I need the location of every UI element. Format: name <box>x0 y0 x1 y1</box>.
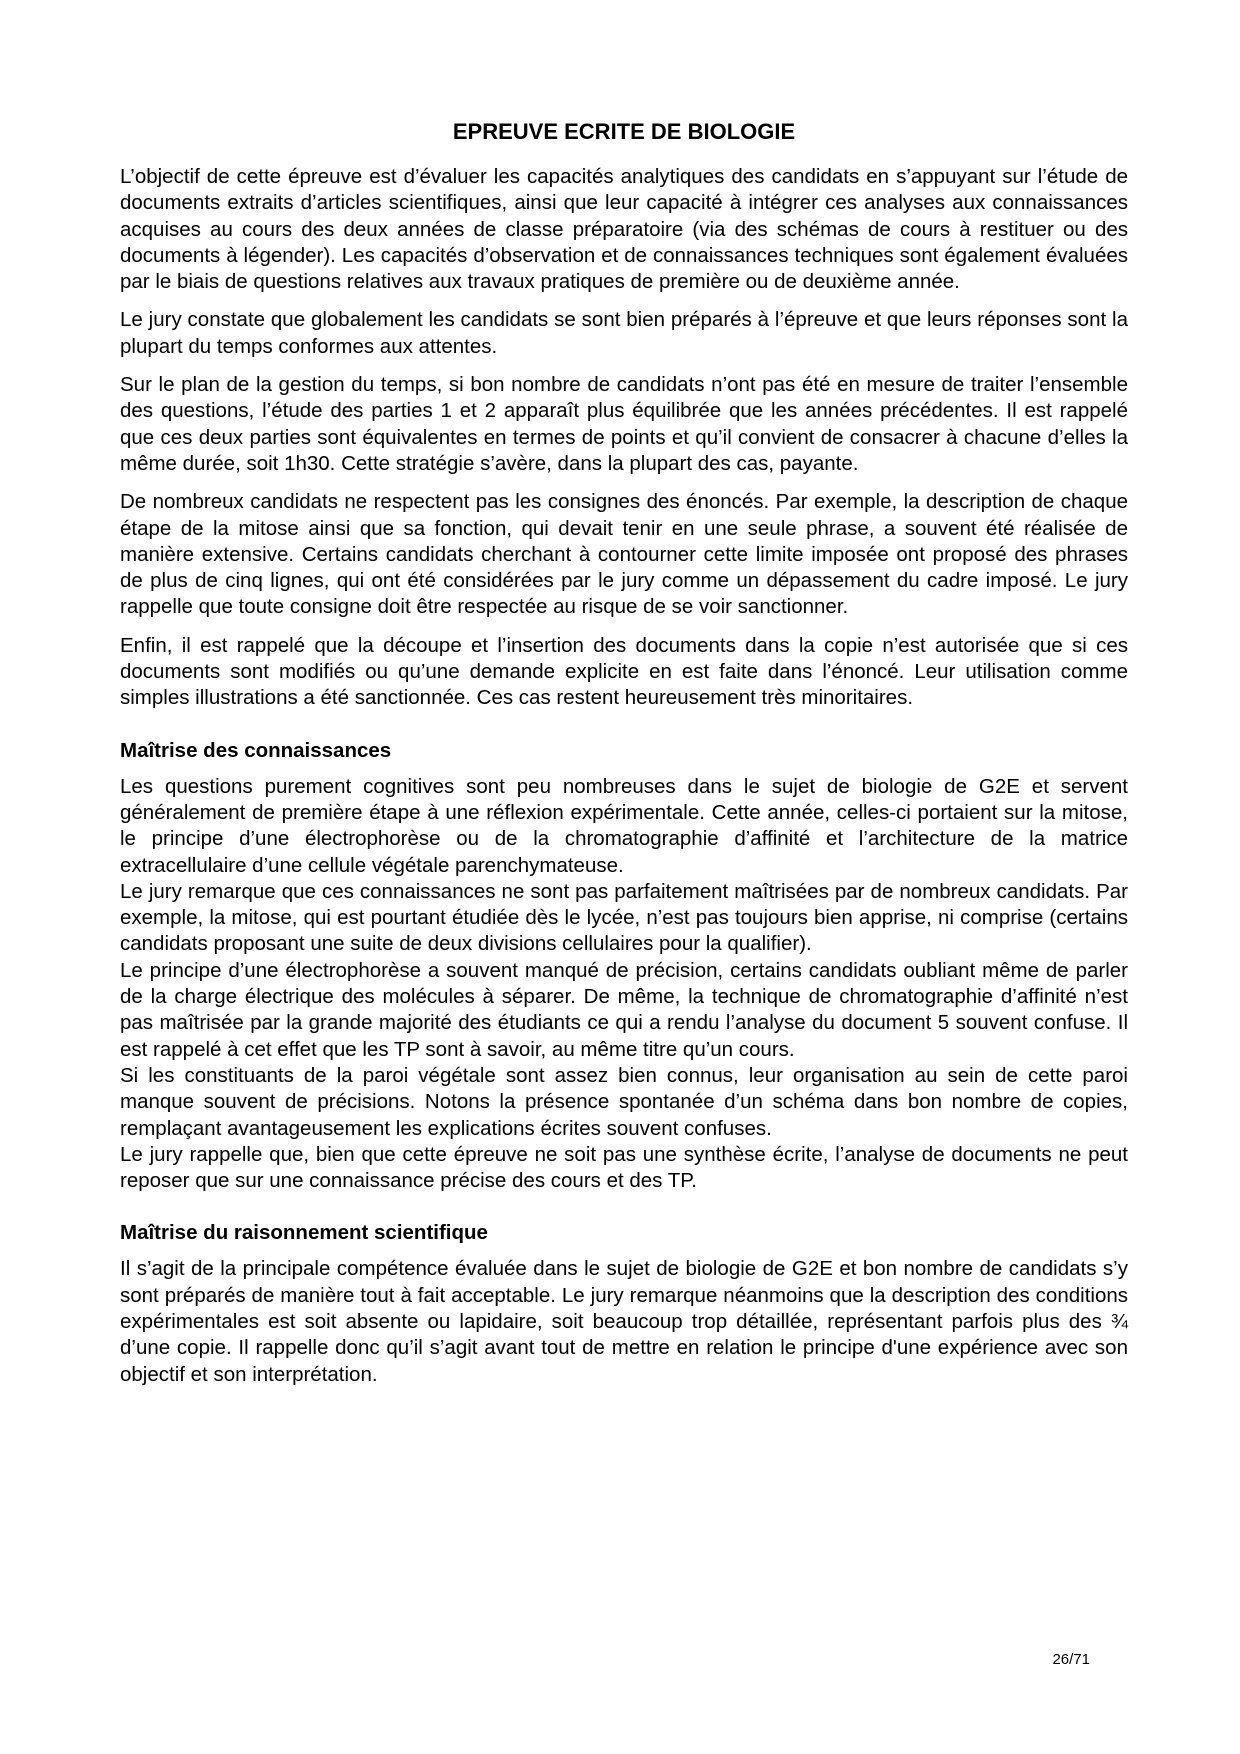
intro-paragraph-2: Le jury constate que globalement les candidats se sont bien préparés à l’épreuve et que leurs réponses sont la plupart du temps conformes aux attentes. <box>120 308 1128 358</box>
section-heading-raisonnement: Maîtrise du raisonnement scientifique <box>120 1221 488 1245</box>
raisonnement-paragraph-1: Il s’agit de la principale compétence évaluée dans le sujet de biologie de G2E et bon nombre de candidats s’y sont préparés de manière tout à fait acceptable. Le jury remarque néanmoins que la description des conditions expérimentales est soit absente ou lapidaire, soit beaucoup trop détaillée, représentant parfois plus des ¾ d’une copie. Il rappelle donc qu’il s’agit avant tout de mettre en relation le principe d'une expérience avec son objectif et son interprétation. <box>120 1257 1128 1386</box>
connaissances-paragraph-1: Les questions purement cognitives sont peu nombreuses dans le sujet de biologie de G2E et servent généralement de première étape à une réflexion expérimentale. Cette année, celles-ci portaient sur la mitose, le principe d’une électrophorèse ou de la chromatographie d’affinité et l’architecture de la matrice extracellulaire d’une cellule végétale parenchymateuse. <box>120 774 1128 877</box>
intro-paragraph-4: De nombreux candidats ne respectent pas les consignes des énoncés. Par exemple, la description de chaque étape de la mitose ainsi que sa fonction, qui devait tenir en une seule phrase, a souvent été réalisée de manière extensive. Certains candidats cherchant à contourner cette limite imposée ont proposé des phrases de plus de cinq lignes, qui ont été considérées par le jury comme un dépassement du cadre imposé. Le jury rappelle que toute consigne doit être respectée au risque de se voir sanctionner. <box>120 490 1128 619</box>
section-heading-connaissances: Maîtrise des connaissances <box>120 738 392 762</box>
intro-paragraph-1: L’objectif de cette épreuve est d’évaluer les capacités analytiques des candidats en s’appuyant sur l’étude de documents extraits d’articles scientifiques, ainsi que leur capacité à intégrer ces analyses aux connaissances acquises au cours des deux années de classe préparatoire (via des schémas de cours à restituer ou des documents à légender). Les capacités d’observation et de connaissances techniques sont également évaluées par le biais de questions relatives aux travaux pratiques de première ou de deuxième année. <box>120 165 1128 294</box>
intro-paragraph-3: Sur le plan de la gestion du temps, si bon nombre de candidats n’ont pas été en mesure de traiter l’ensemble des questions, l’étude des parties 1 et 2 apparaît plus équilibrée que les années précédentes. Il est rappelé que ces deux parties sont équivalentes en termes de points et qu’il convient de consacrer à chacune d’elles la même durée, soit 1h30. Cette stratégie s’avère, dans la plupart des cas, payante. <box>120 373 1128 475</box>
page-content <box>120 118 1128 1400</box>
page-number: 26/71 <box>1052 1651 1090 1668</box>
page-title: EPREUVE ECRITE DE BIOLOGIE <box>452 119 796 144</box>
connaissances-paragraph-5: Le jury rappelle que, bien que cette épreuve ne soit pas une synthèse écrite, l’analyse de documents ne peut reposer que sur une connaissance précise des cours et des TP. <box>120 1142 1128 1193</box>
connaissances-paragraph-3: Le principe d’une électrophorèse a souvent manqué de précision, certains candidats oubliant même de parler de la charge électrique des molécules à séparer. De même, la technique de chromatographie d’affinité n’est pas maîtrisée par la grande majorité des étudiants ce qui a rendu l’analyse du document 5 souvent confuse. Il est rappelé à cet effet que les TP sont à savoir, au même titre qu’un cours. <box>120 958 1128 1061</box>
connaissances-paragraph-2: Le jury remarque que ces connaissances ne sont pas parfaitement maîtrisées par de nombreux candidats. Par exemple, la mitose, qui est pourtant étudiée dès le lycée, n’est pas toujours bien apprise, ni comprise (certains candidats proposant une suite de deux divisions cellulaires pour la qualifier). <box>120 879 1128 956</box>
connaissances-paragraph-4: Si les constituants de la paroi végétale sont assez bien connus, leur organisation au sein de cette paroi manque souvent de précisions. Notons la présence spontanée d’un schéma dans bon nombre de copies, remplaçant avantageusement les explications écrites souvent confuses. <box>120 1063 1128 1140</box>
intro-paragraph-5: Enfin, il est rappelé que la découpe et l’insertion des documents dans la copie n’est autorisée que si ces documents sont modifiés ou qu’une demande explicite en est faite dans l’énoncé. Leur utilisation comme simples illustrations a été sanctionnée. Ces cas restent heureusement très minoritaires. <box>120 633 1128 710</box>
